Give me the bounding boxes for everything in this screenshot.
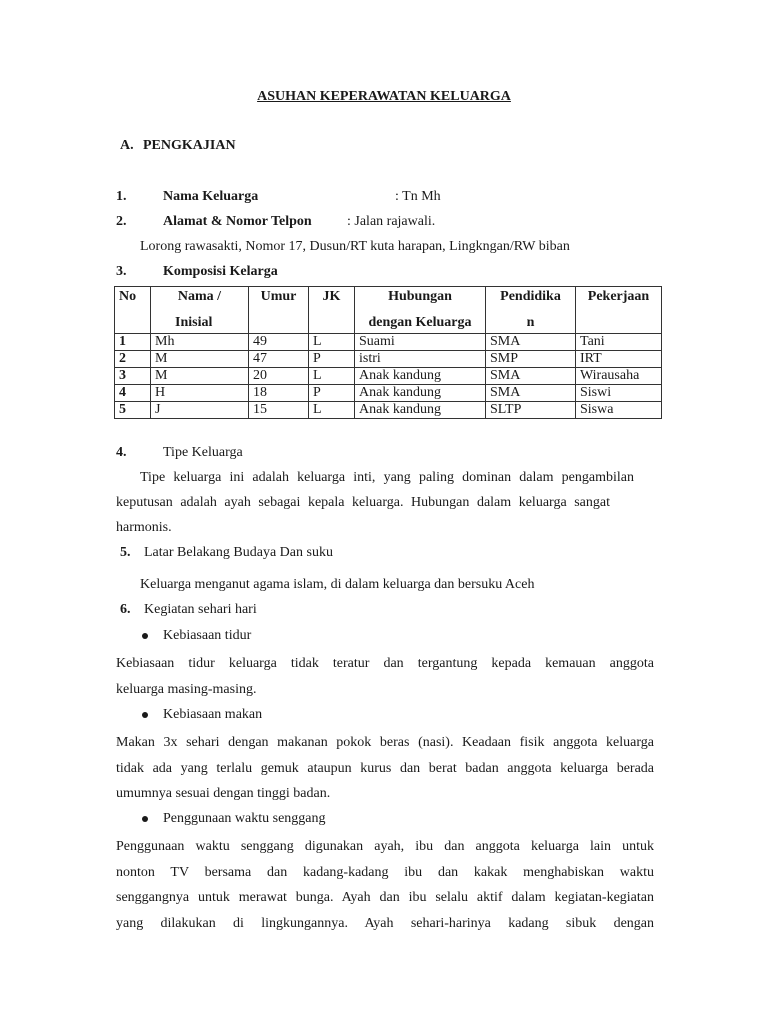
header-pendidikan-line2: n bbox=[526, 315, 535, 330]
table-row bbox=[115, 368, 662, 385]
waktu-senggang-line: senggangnya untuk merawat bunga. Ayah dan ibu selalu aktif dalam kegiatan-kegiatan bbox=[116, 890, 654, 905]
tipe-paragraph-line: Tipe keluarga ini adalah keluarga inti, yang paling dominan dalam pengambilan bbox=[140, 470, 634, 485]
table-header-row bbox=[115, 287, 662, 334]
kegiatan-label: Kegiatan sehari hari bbox=[144, 602, 257, 617]
tipe-label: Tipe Keluarga bbox=[163, 445, 243, 460]
waktu-senggang-label: Penggunaan waktu senggang bbox=[163, 811, 326, 826]
alamat-value: : Jalan rajawali. bbox=[347, 214, 436, 229]
alamat-label: Alamat & Nomor Telpon bbox=[163, 214, 312, 229]
cell-umur: 47 bbox=[249, 351, 309, 368]
cell-pekerjaan: Siswa bbox=[576, 402, 662, 419]
cell-hubungan: Suami bbox=[355, 334, 486, 351]
cell-umur: 20 bbox=[249, 368, 309, 385]
cell-nama: M bbox=[151, 351, 249, 368]
cell-pekerjaan: Tani bbox=[576, 334, 662, 351]
tipe-paragraph-line: keputusan adalah ayah sebagai kepala keluarga. Hubungan dalam keluarga sangat bbox=[116, 495, 610, 510]
cell-no: 5 bbox=[115, 402, 151, 419]
cell-pendidikan: SMA bbox=[486, 334, 576, 351]
waktu-senggang-line: Penggunaan waktu senggang digunakan ayah, ibu dan anggota keluarga lain untuk bbox=[116, 839, 654, 854]
cell-pendidikan: SMA bbox=[486, 385, 576, 402]
cell-pendidikan: SMA bbox=[486, 368, 576, 385]
header-hubungan bbox=[355, 287, 486, 334]
bullet-icon bbox=[142, 816, 148, 822]
header-nama bbox=[151, 287, 249, 334]
waktu-senggang-line: nonton TV bersama dan kadang-kadang ibu dan kakak menghabiskan waktu bbox=[116, 865, 654, 880]
document-title: ASUHAN KEPERAWATAN KELUARGA bbox=[257, 89, 511, 104]
header-pendidikan bbox=[486, 287, 576, 334]
cell-jk: P bbox=[309, 385, 355, 402]
header-no-text: No bbox=[119, 289, 137, 304]
cell-pekerjaan: Siswi bbox=[576, 385, 662, 402]
kebiasaan-tidur-line: Kebiasaan tidur keluarga tidak teratur dan tergantung kepada kemauan anggota bbox=[116, 656, 654, 671]
header-nama-line2: Inisial bbox=[175, 315, 213, 330]
header-jk bbox=[309, 287, 355, 334]
nama-keluarga-label: Nama Keluarga bbox=[163, 189, 259, 204]
cell-nama: J bbox=[151, 402, 249, 419]
item-number-3: 3. bbox=[116, 264, 127, 279]
item-number-4: 4. bbox=[116, 445, 127, 460]
header-pekerjaan bbox=[576, 287, 662, 334]
nama-keluarga-value: : Tn Mh bbox=[395, 189, 441, 204]
cell-jk: L bbox=[309, 368, 355, 385]
table-row bbox=[115, 334, 662, 351]
header-pekerjaan-text: Pekerjaan bbox=[587, 289, 650, 304]
kebiasaan-makan-label: Kebiasaan makan bbox=[163, 707, 263, 722]
cell-umur: 18 bbox=[249, 385, 309, 402]
bullet-icon bbox=[142, 712, 148, 718]
bullet-icon bbox=[142, 633, 148, 639]
latar-paragraph: Keluarga menganut agama islam, di dalam keluarga dan bersuku Aceh bbox=[140, 577, 535, 592]
cell-pekerjaan: Wirausaha bbox=[576, 368, 662, 385]
kebiasaan-makan-line: Makan 3x sehari dengan makanan pokok beras (nasi). Keadaan fisik anggota keluarga bbox=[116, 735, 654, 750]
alamat-continuation: Lorong rawasakti, Nomor 17, Dusun/RT kuta harapan, Lingkngan/RW biban bbox=[140, 239, 570, 254]
kebiasaan-tidur-line: keluarga masing-masing. bbox=[116, 682, 257, 697]
cell-hubungan: istri bbox=[355, 351, 486, 368]
cell-no: 2 bbox=[115, 351, 151, 368]
kebiasaan-tidur-label: Kebiasaan tidur bbox=[163, 628, 252, 643]
table-row bbox=[115, 385, 662, 402]
cell-hubungan: Anak kandung bbox=[355, 385, 486, 402]
section-heading: PENGKAJIAN bbox=[143, 138, 236, 153]
cell-no: 1 bbox=[115, 334, 151, 351]
latar-label: Latar Belakang Budaya Dan suku bbox=[144, 545, 333, 560]
header-umur bbox=[249, 287, 309, 334]
cell-no: 4 bbox=[115, 385, 151, 402]
cell-umur: 15 bbox=[249, 402, 309, 419]
cell-hubungan: Anak kandung bbox=[355, 368, 486, 385]
item-number-2: 2. bbox=[116, 214, 127, 229]
table-row bbox=[115, 402, 662, 419]
cell-nama: H bbox=[151, 385, 249, 402]
header-nama-line1: Nama / bbox=[177, 289, 222, 304]
item-number-6: 6. bbox=[120, 602, 131, 617]
cell-nama: M bbox=[151, 368, 249, 385]
cell-umur: 49 bbox=[249, 334, 309, 351]
cell-jk: L bbox=[309, 402, 355, 419]
komposisi-table bbox=[114, 286, 662, 419]
cell-pendidikan: SMP bbox=[486, 351, 576, 368]
waktu-senggang-line: yang dilakukan di lingkungannya. Ayah sehari-harinya kadang sibuk dengan bbox=[116, 916, 654, 931]
header-umur-text: Umur bbox=[260, 289, 297, 304]
tipe-paragraph-line: harmonis. bbox=[116, 520, 172, 535]
cell-pekerjaan: IRT bbox=[576, 351, 662, 368]
table-row bbox=[115, 351, 662, 368]
cell-pendidikan: SLTP bbox=[486, 402, 576, 419]
cell-no: 3 bbox=[115, 368, 151, 385]
cell-jk: P bbox=[309, 351, 355, 368]
header-hubungan-line1: Hubungan bbox=[388, 289, 452, 304]
item-number-1: 1. bbox=[116, 189, 127, 204]
header-pendidikan-line1: Pendidika bbox=[500, 289, 561, 304]
cell-nama: Mh bbox=[151, 334, 249, 351]
cell-hubungan: Anak kandung bbox=[355, 402, 486, 419]
header-hubungan-line2: dengan Keluarga bbox=[368, 315, 472, 330]
section-letter: A. bbox=[120, 138, 134, 153]
header-no bbox=[115, 287, 151, 334]
header-jk-text: JK bbox=[322, 289, 341, 304]
cell-jk: L bbox=[309, 334, 355, 351]
kebiasaan-makan-line: tidak ada yang terlalu gemuk ataupun kurus dan berat badan anggota keluarga berada bbox=[116, 761, 654, 776]
item-number-5: 5. bbox=[120, 545, 131, 560]
komposisi-label: Komposisi Kelarga bbox=[163, 264, 278, 279]
kebiasaan-makan-line: umumnya sesuai dengan tinggi badan. bbox=[116, 786, 331, 801]
